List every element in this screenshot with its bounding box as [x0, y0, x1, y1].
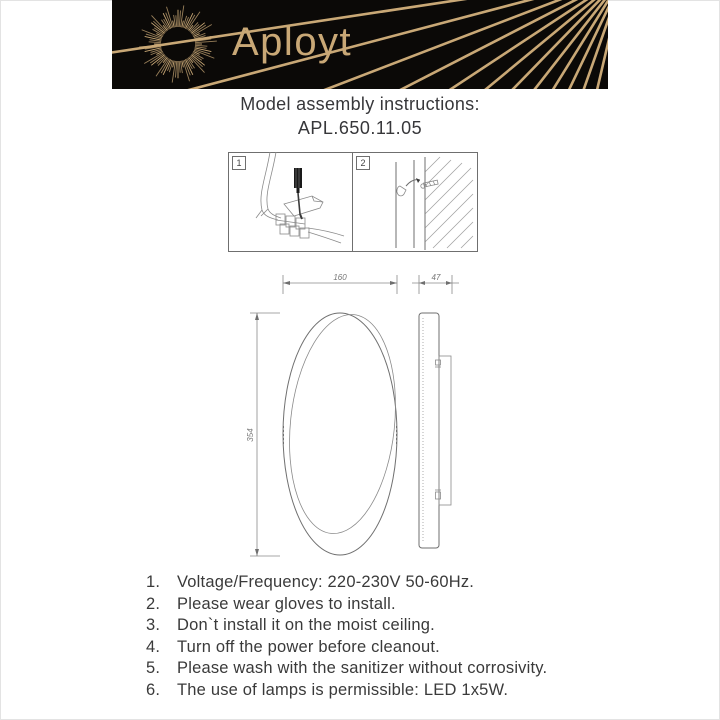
list-item — [146, 658, 616, 680]
front-width-dimension — [283, 273, 397, 294]
list-item — [146, 594, 616, 616]
assembly-steps-figure — [228, 152, 478, 252]
front-view — [279, 309, 405, 555]
item-text: Please wear gloves to install. — [177, 594, 396, 613]
screwdriver-handle — [294, 168, 302, 188]
item-number: 6. — [146, 680, 161, 699]
item-number: 2. — [146, 594, 161, 613]
item-number: 4. — [146, 637, 161, 656]
step1-number: 1 — [236, 158, 242, 168]
step1-wiring-illustration — [256, 152, 344, 243]
front-height-label: 354 — [246, 428, 255, 442]
item-text: Please wash with the sanitizer without corrosivity. — [177, 659, 548, 677]
item-number: 1. — [146, 573, 161, 591]
item-text: Voltage/Frequency: 220-230V 50-60Hz. — [177, 573, 475, 591]
item-text: The use of lamps is permissible: LED 1x5W. — [177, 680, 509, 699]
instruction-list — [146, 572, 616, 701]
side-view — [419, 313, 451, 548]
step2-number: 2 — [360, 158, 366, 168]
brand-banner — [112, 0, 608, 89]
item-number: 5. — [146, 659, 161, 677]
item-number: 3. — [146, 616, 161, 634]
step2-wall-mount-illustration — [396, 157, 473, 250]
page-title: Model assembly instructions: — [240, 94, 480, 114]
list-item — [146, 615, 616, 637]
list-item — [146, 637, 616, 659]
arrow-head — [416, 178, 420, 183]
list-item — [146, 572, 616, 594]
brand-logo-text: Aployt — [232, 20, 353, 64]
banner-art — [112, 0, 608, 89]
title-block — [0, 94, 720, 139]
side-depth-label: 47 — [431, 273, 441, 282]
model-number: APL.650.11.05 — [297, 118, 423, 138]
item-text: Don`t install it on the moist ceiling. — [177, 616, 435, 634]
front-width-label: 160 — [333, 273, 347, 282]
list-item — [146, 680, 616, 702]
keyhole-slot — [397, 186, 406, 196]
dimension-drawing — [220, 268, 490, 593]
front-height-dimension — [246, 313, 280, 556]
item-text: Turn off the power before cleanout. — [177, 637, 440, 656]
side-depth-dimension — [412, 273, 459, 294]
mounting-bracket — [439, 356, 451, 505]
